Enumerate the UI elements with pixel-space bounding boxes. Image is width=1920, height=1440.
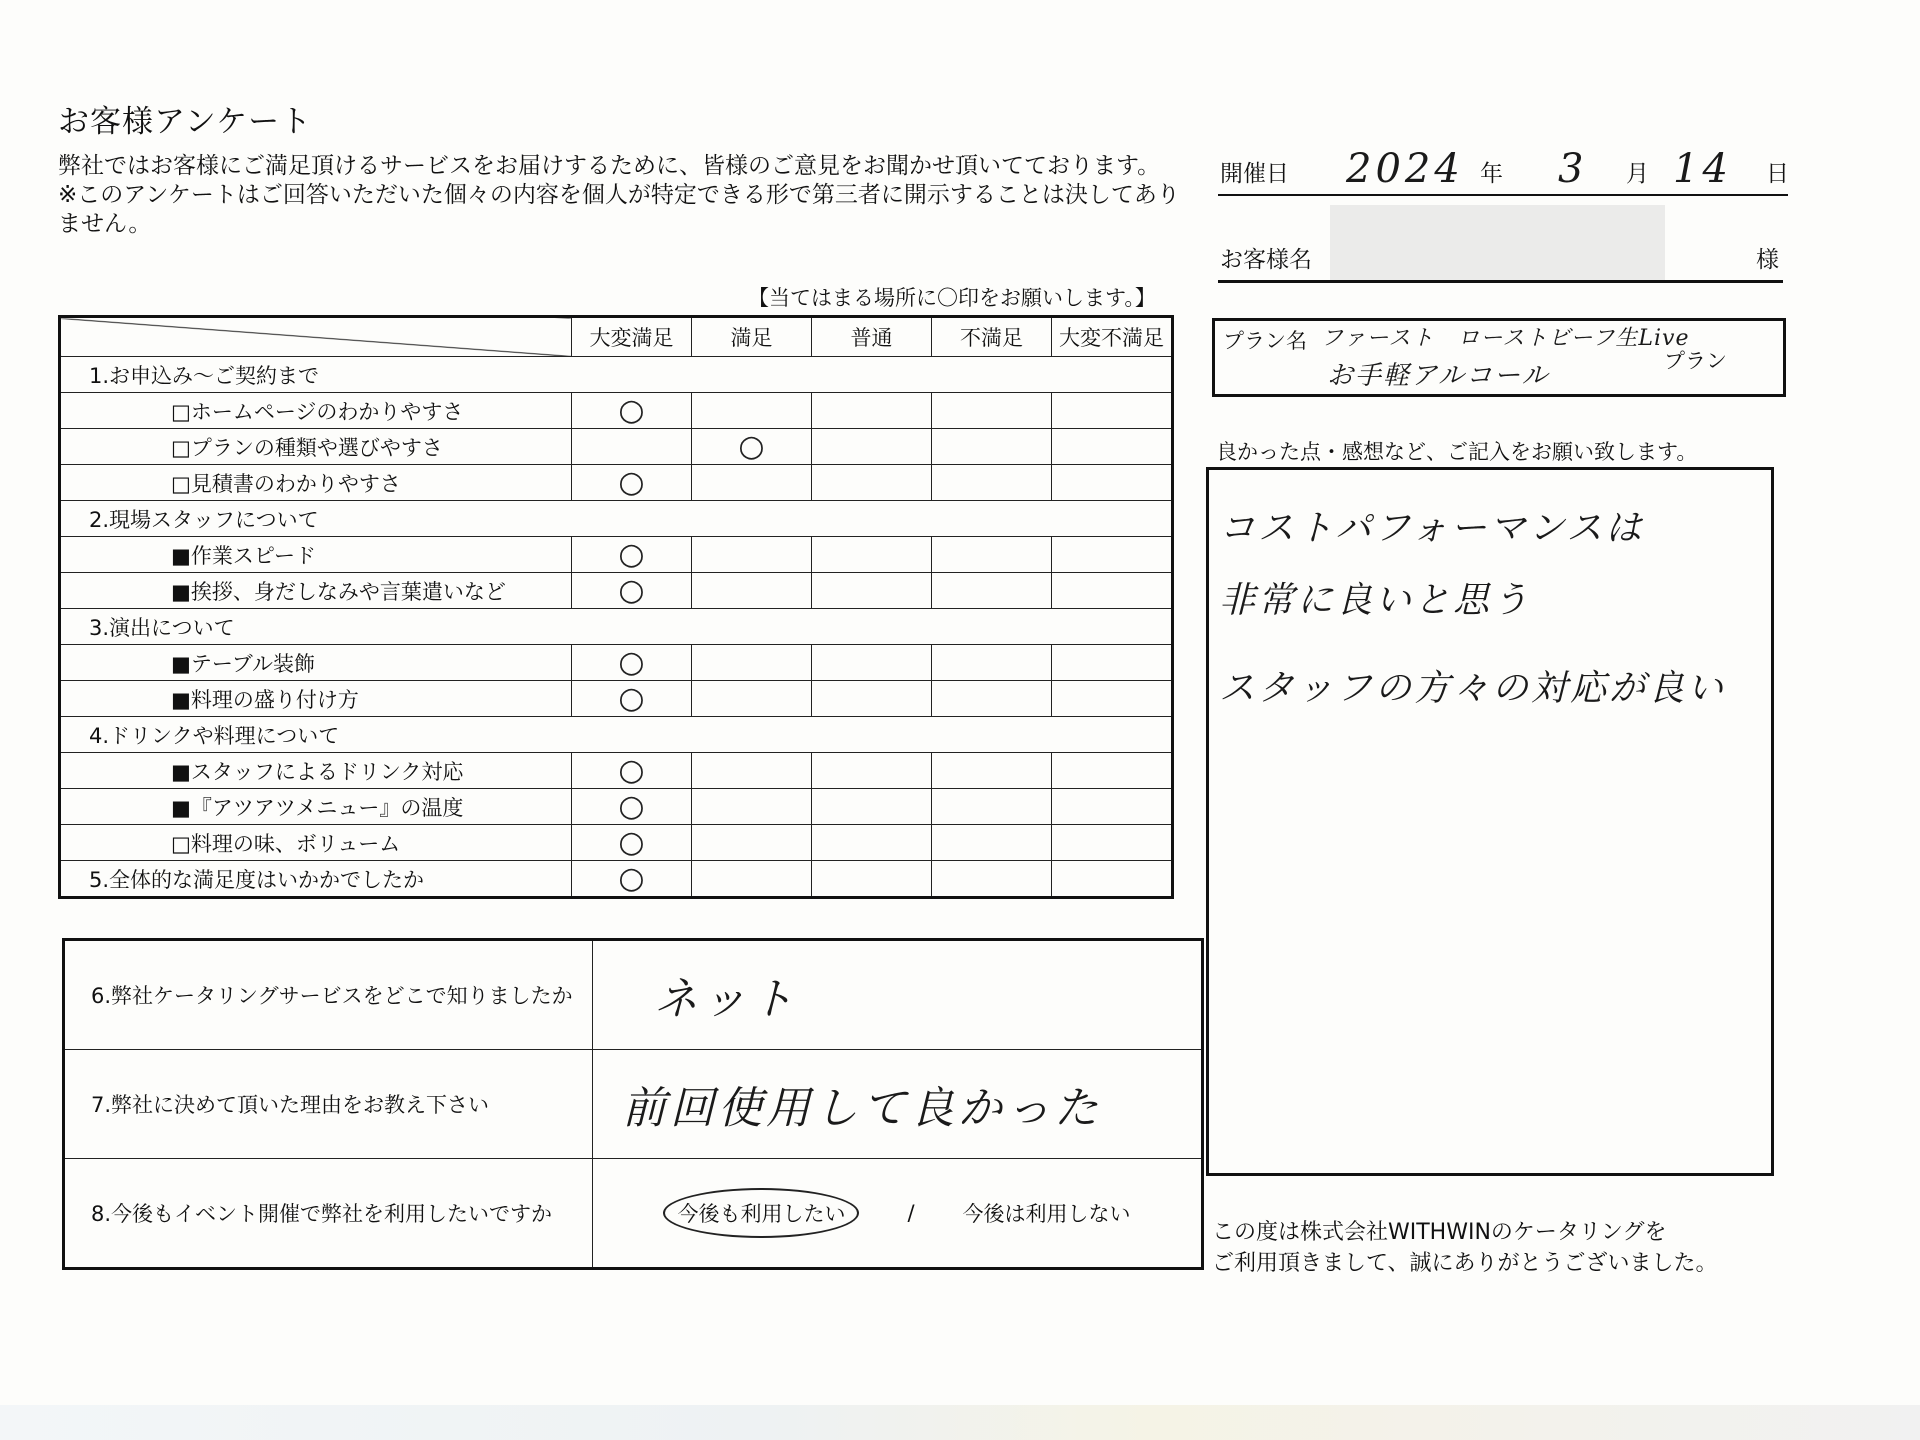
rating-cell[interactable] — [1052, 429, 1173, 465]
table-row — [60, 825, 1173, 861]
question-7: 7.弊社に決めて頂いた理由をお教え下さい — [64, 1050, 593, 1159]
answer-6-field[interactable] — [593, 940, 1203, 1050]
circle-mark: ○ — [618, 680, 645, 716]
event-month[interactable]: 3 — [1558, 146, 1588, 192]
circle-mark: ○ — [738, 428, 765, 464]
feedback-label: 良かった点・感想など、ご記入をお願い致します。 — [1216, 440, 1698, 464]
rating-cell[interactable] — [692, 861, 812, 898]
rating-cell[interactable] — [692, 753, 812, 789]
rating-cell[interactable] — [692, 465, 812, 501]
rating-cell[interactable] — [932, 825, 1052, 861]
circle-mark: ○ — [618, 644, 645, 680]
answer-7-text: 前回使用して良かった — [622, 1083, 1102, 1134]
rating-cell[interactable] — [932, 429, 1052, 465]
rating-cell[interactable] — [812, 537, 932, 573]
rating-cell[interactable] — [692, 645, 812, 681]
rating-cell[interactable] — [1052, 825, 1173, 861]
rating-cell[interactable] — [692, 429, 812, 465]
rating-cell[interactable] — [932, 681, 1052, 717]
rating-cell[interactable] — [1052, 465, 1173, 501]
instruction-text: 【当てはまる場所に〇印をお願いします。】 — [748, 286, 1156, 310]
table-row — [60, 753, 1173, 789]
intro-line-1: 弊社ではお客様にご満足頂けるサービスをお届けするために、皆様のご意見をお聞かせ頂いてております。 — [58, 153, 1161, 179]
day-unit: 日 — [1766, 161, 1789, 187]
item-label: □プランの種類や選びやすさ — [60, 429, 572, 465]
plan-suffix: プラン — [1664, 349, 1727, 373]
intro-text — [58, 152, 1188, 239]
plan-box[interactable] — [1212, 318, 1786, 397]
section-label: 1.お申込み～ご契約まで — [60, 357, 1173, 393]
event-year[interactable]: 2024 — [1346, 146, 1464, 192]
answer-7-field[interactable] — [593, 1050, 1203, 1159]
plan-label: プラン名 — [1223, 329, 1307, 353]
option-separator: / — [907, 1201, 915, 1225]
rating-cell[interactable] — [572, 825, 692, 861]
rating-cell[interactable] — [572, 393, 692, 429]
item-label: ■料理の盛り付け方 — [60, 681, 572, 717]
rating-cell[interactable] — [812, 465, 932, 501]
question-8: 8.今後もイベント開催で弊社を利用したいですか — [64, 1159, 593, 1269]
section-label: 3.演出について — [60, 609, 1173, 645]
rating-cell[interactable] — [932, 573, 1052, 609]
table-row — [60, 681, 1173, 717]
rating-cell[interactable] — [812, 789, 932, 825]
item-label: ■挨拶、身だしなみや言葉遣いなど — [60, 573, 572, 609]
item-label: ■スタッフによるドリンク対応 — [60, 753, 572, 789]
thanks-message — [1212, 1217, 1718, 1279]
rating-cell[interactable] — [932, 465, 1052, 501]
column-header: 不満足 — [932, 317, 1052, 357]
item-label: □料理の味、ボリューム — [60, 825, 572, 861]
table-row — [60, 465, 1173, 501]
rating-cell[interactable] — [692, 825, 812, 861]
item-label: □ホームページのわかりやすさ — [60, 393, 572, 429]
customer-name-line[interactable] — [1218, 238, 1783, 283]
year-unit: 年 — [1480, 161, 1503, 187]
item-label: 5.全体的な満足度はいかかでしたか — [60, 861, 572, 898]
answer-6-text: ネット — [654, 974, 798, 1025]
section-label: 4.ドリンクや料理について — [60, 717, 1173, 753]
circle-mark: ○ — [618, 392, 645, 428]
event-day[interactable]: 14 — [1673, 146, 1732, 192]
rating-cell[interactable] — [932, 393, 1052, 429]
section-label: 2.現場スタッフについて — [60, 501, 1173, 537]
rating-table — [58, 315, 1174, 899]
option-discontinue[interactable]: 今後は利用しない — [962, 1202, 1131, 1226]
thanks-line-1: この度は株式会社WITHWINのケータリングを — [1212, 1220, 1667, 1245]
table-row — [60, 537, 1173, 573]
thanks-line-2: ご利用頂きまして、誠にありがとうございました。 — [1212, 1251, 1718, 1276]
month-unit: 月 — [1626, 161, 1649, 187]
rating-cell[interactable] — [932, 645, 1052, 681]
circle-mark: ○ — [618, 464, 645, 500]
feedback-box[interactable] — [1206, 467, 1774, 1176]
rating-cell[interactable] — [572, 573, 692, 609]
rating-cell[interactable] — [812, 429, 932, 465]
customer-suffix: 様 — [1756, 247, 1779, 273]
circle-mark: ○ — [618, 536, 645, 572]
rating-cell[interactable] — [812, 645, 932, 681]
rating-cell[interactable] — [812, 681, 932, 717]
column-header: 普通 — [812, 317, 932, 357]
rating-cell[interactable] — [932, 753, 1052, 789]
rating-cell[interactable] — [812, 573, 932, 609]
item-label: ■『アツアツメニュー』の温度 — [60, 789, 572, 825]
feedback-line-2: 非常に良いと思う — [1219, 580, 1532, 621]
rating-cell[interactable] — [572, 465, 692, 501]
answer-8-field — [593, 1159, 1203, 1269]
table-row — [60, 429, 1173, 465]
rating-cell[interactable] — [692, 681, 812, 717]
section-row — [60, 717, 1173, 753]
option-continue[interactable]: 今後も利用したい — [663, 1188, 859, 1238]
rating-cell[interactable] — [1052, 537, 1173, 573]
scan-edge — [0, 1405, 1920, 1440]
table-row — [60, 861, 1173, 898]
rating-cell[interactable] — [812, 861, 932, 898]
rating-cell[interactable] — [572, 861, 692, 898]
table-row — [64, 1050, 1203, 1159]
item-label: ■作業スピード — [60, 537, 572, 573]
rating-cell[interactable] — [932, 861, 1052, 898]
rating-cell[interactable] — [1052, 753, 1173, 789]
rating-cell[interactable] — [572, 429, 692, 465]
feedback-line-1: コストパフォーマンスは — [1219, 508, 1645, 549]
table-row — [60, 789, 1173, 825]
rating-cell[interactable] — [1052, 393, 1173, 429]
customer-name-label: お客様名 — [1220, 247, 1312, 273]
column-header: 大変満足 — [572, 317, 692, 357]
rating-cell[interactable] — [692, 789, 812, 825]
table-row — [60, 573, 1173, 609]
table-row — [64, 940, 1203, 1050]
rating-cell[interactable] — [692, 573, 812, 609]
circle-mark: ○ — [618, 752, 645, 788]
rating-cell[interactable] — [572, 681, 692, 717]
section-row — [60, 357, 1173, 393]
rating-cell[interactable] — [1052, 789, 1173, 825]
event-date-label: 開催日 — [1220, 161, 1289, 187]
rating-cell[interactable] — [1052, 573, 1173, 609]
header-corner — [60, 317, 572, 357]
section-row — [60, 501, 1173, 537]
table-row — [60, 645, 1173, 681]
rating-cell[interactable] — [572, 789, 692, 825]
rating-cell[interactable] — [572, 537, 692, 573]
rating-cell[interactable] — [572, 753, 692, 789]
column-header: 大変不満足 — [1052, 317, 1173, 357]
rating-cell[interactable] — [692, 393, 812, 429]
plan-value-line2: お手軽アルコール — [1327, 361, 1550, 391]
rating-cell[interactable] — [932, 789, 1052, 825]
column-header: 満足 — [692, 317, 812, 357]
plan-value-line1: ファースト ローストビーフ生Live — [1321, 326, 1690, 351]
circle-mark: ○ — [618, 788, 645, 824]
rating-cell[interactable] — [812, 753, 932, 789]
item-label: □見積書のわかりやすさ — [60, 465, 572, 501]
lower-table — [62, 938, 1204, 1270]
intro-line-2: ※このアンケートはご回答いただいた個々の内容を個人が特定できる形で第三者に開示することは決してありません。 — [58, 182, 1180, 237]
rating-cell[interactable] — [1052, 645, 1173, 681]
question-6: 6.弊社ケータリングサービスをどこで知りましたか — [64, 940, 593, 1050]
circle-mark: ○ — [618, 860, 645, 896]
circle-mark: ○ — [618, 572, 645, 608]
feedback-line-3: スタッフの方々の対応が良い — [1219, 668, 1727, 709]
section-row — [60, 609, 1173, 645]
event-date-line — [1218, 146, 1789, 196]
survey-title: お客様アンケート — [58, 104, 313, 140]
item-label: ■テーブル装飾 — [60, 645, 572, 681]
table-row — [64, 1159, 1203, 1269]
rating-cell[interactable] — [812, 393, 932, 429]
rating-cell[interactable] — [1052, 861, 1173, 898]
rating-cell[interactable] — [572, 645, 692, 681]
header-row — [60, 317, 1173, 357]
circle-mark: ○ — [618, 824, 645, 860]
rating-cell[interactable] — [932, 537, 1052, 573]
table-row — [60, 393, 1173, 429]
rating-cell[interactable] — [812, 825, 932, 861]
rating-cell[interactable] — [1052, 681, 1173, 717]
rating-cell[interactable] — [692, 537, 812, 573]
